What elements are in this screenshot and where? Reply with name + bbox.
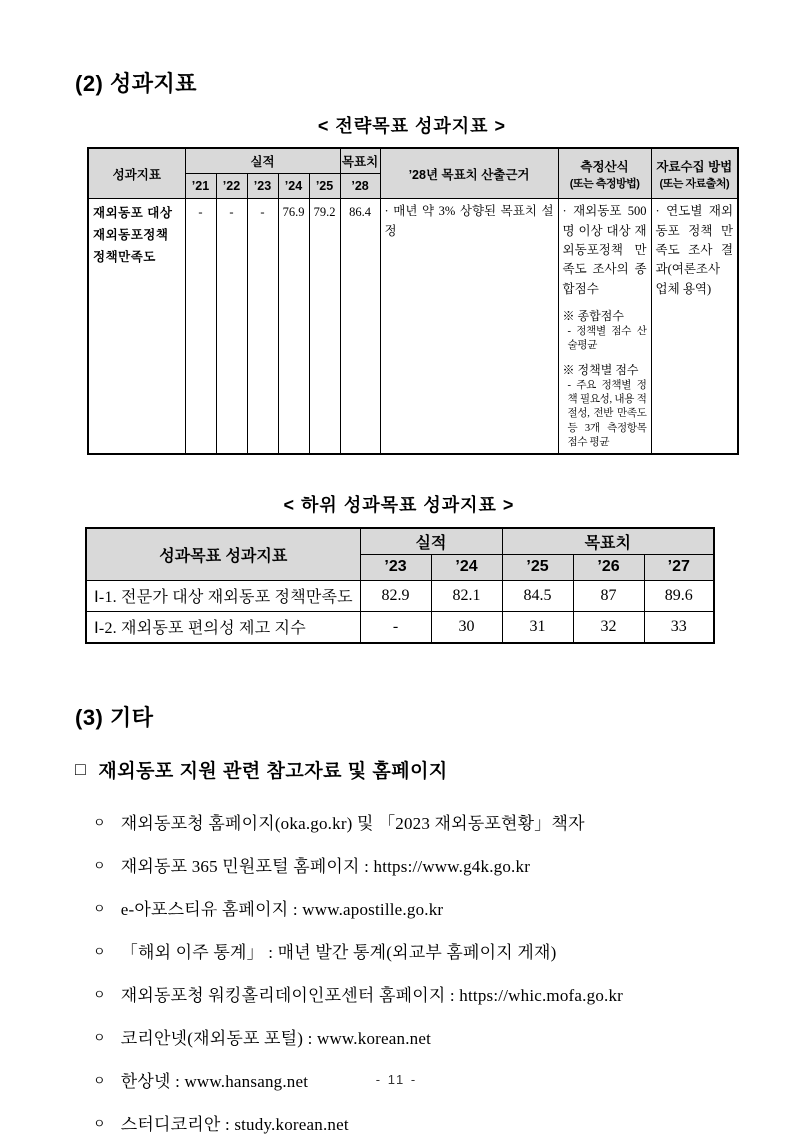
table1-header-year-23: ’23 — [247, 174, 278, 199]
table2-header-indicator: 성과목표 성과지표 — [86, 528, 360, 581]
section-2-title: (2) 성과지표 — [75, 71, 198, 96]
table2-row1-val-23: 82.9 — [360, 580, 431, 611]
formula-note-2 — [563, 362, 647, 450]
list-item — [93, 813, 737, 836]
list-bullet: ㅇ — [93, 857, 106, 873]
table2-row1-val-26: 87 — [573, 580, 644, 611]
indicator-line: 재외동포 대상 — [93, 206, 173, 221]
references-heading — [75, 756, 737, 783]
table2-row2-val-24: 30 — [431, 611, 502, 643]
table1-cell-source: · 연도별 재외동포 정책 만족도 조사 결과(여론조사 업체 용역) — [651, 199, 738, 454]
table1-cell-indicator — [88, 199, 185, 454]
table2-row1-val-25: 84.5 — [502, 580, 573, 611]
formula-note1-title: ※ 종합점수 — [562, 309, 624, 324]
list-bullet: ㅇ — [93, 986, 106, 1002]
table1-header-formula — [558, 148, 651, 199]
table1-cell-actual-25: 79.2 — [309, 199, 340, 454]
list-item-text: 재외동포 365 민원포털 홈페이지 : https://www.g4k.go.kr — [120, 856, 531, 876]
table1-header-row-1 — [88, 148, 738, 174]
table2-header-year-23: ’23 — [360, 554, 431, 580]
list-item — [93, 1114, 737, 1137]
table1-header-actual-group: 실적 — [185, 148, 340, 174]
table2-row2-val-27: 33 — [644, 611, 714, 643]
table2-row2-val-26: 32 — [573, 611, 644, 643]
table2-header-year-27: ’27 — [644, 554, 714, 580]
table1-caption: < 전략목표 성과지표 > — [317, 116, 507, 137]
formula-note-1 — [563, 308, 647, 353]
formula-note2-item: - 주요 정책별 정책 필요성, 내용 적절성, 전반 만족도 등 3개 측정항목 점수 평균 — [567, 380, 647, 448]
table1-data-row — [88, 199, 738, 454]
list-bullet: ㅇ — [93, 943, 106, 959]
indicator-line: 정책만족도 — [93, 250, 156, 265]
table1-header-year-22: ’22 — [216, 174, 247, 199]
table2-row1-val-27: 89.6 — [644, 580, 714, 611]
table1-header-target-group: 목표치 — [340, 148, 380, 174]
section-3-title: (3) 기타 — [75, 704, 154, 730]
table1-header-source-line1: 자료수집 방법 — [656, 159, 733, 174]
table2-caption: < 하위 성과목표 성과지표 > — [283, 494, 515, 515]
table1-cell-basis: · 매년 약 3% 상향된 목표치 설정 — [380, 199, 558, 454]
list-item-text: 스터디코리안 : study.korean.net — [120, 1114, 349, 1134]
table1-header-source — [651, 148, 738, 199]
list-bullet: ㅇ — [93, 815, 106, 831]
table1-cell-actual-23: - — [247, 199, 278, 454]
list-bullet: ㅇ — [93, 900, 106, 916]
table2-row1-val-24: 82.1 — [431, 580, 502, 611]
table1-header-year-25: ’25 — [309, 174, 340, 199]
list-item — [93, 942, 737, 965]
table1-cell-actual-21: - — [185, 199, 216, 454]
list-bullet: ㅇ — [93, 1072, 106, 1088]
table1-header-year-24: ’24 — [278, 174, 309, 199]
list-item-text: 코리안넷(재외동포 포털) : www.korean.net — [120, 1028, 432, 1048]
list-item — [93, 899, 737, 922]
formula-note2-title: ※ 정책별 점수 — [562, 363, 639, 378]
table1-header-year-28: ’28 — [340, 174, 380, 199]
references-list — [75, 813, 737, 1137]
list-bullet: ㅇ — [93, 1115, 106, 1131]
strategic-goal-table — [87, 147, 739, 455]
table1-cell-actual-22: - — [216, 199, 247, 454]
table-row — [86, 611, 714, 643]
indicator-line: 재외동포정책 — [93, 228, 169, 243]
table1-cell-actual-24: 76.9 — [278, 199, 309, 454]
table2-row2-val-25: 31 — [502, 611, 573, 643]
references-heading-text: 재외동포 지원 관련 참고자료 및 홈페이지 — [98, 761, 448, 783]
table2-header-row-1 — [86, 528, 714, 555]
table1-header-indicator: 성과지표 — [88, 148, 185, 199]
square-bullet-icon: □ — [75, 759, 87, 780]
table2-header-year-26: ’26 — [573, 554, 644, 580]
table1-header-basis: ’28년 목표치 산출근거 — [380, 148, 558, 199]
list-item-text: 재외동포청 워킹홀리데이인포센터 홈페이지 : https://whic.mofa.go.kr — [120, 985, 624, 1005]
table-row — [86, 580, 714, 611]
list-item — [93, 985, 737, 1008]
table1-header-formula-line1: 측정산식 — [580, 159, 629, 174]
table2-header-year-25: ’25 — [502, 554, 573, 580]
list-item-text: 「해외 이주 통계」 : 매년 발간 통계(외교부 홈페이지 게재) — [120, 942, 557, 962]
table1-header-formula-line2: (또는 측정방법) — [569, 177, 640, 190]
table1-cell-target-28: 86.4 — [340, 199, 380, 454]
table2-header-actual-group: 실적 — [360, 528, 502, 555]
table1-header-year-21: ’21 — [185, 174, 216, 199]
formula-main: · 재외동포 500명 이상 대상 재외동포정책 만족도 조사의 종합점수 — [562, 204, 647, 296]
table2-header-year-24: ’24 — [431, 554, 502, 580]
table2-row2-val-23: - — [360, 611, 431, 643]
list-item — [93, 856, 737, 879]
list-bullet: ㅇ — [93, 1029, 106, 1045]
table2-header-target-group: 목표치 — [502, 528, 714, 555]
table1-header-source-line2: (또는 자료출처) — [659, 177, 730, 190]
sub-goal-table — [85, 527, 715, 644]
table2-row2-label: Ⅰ-2. 재외동포 편의성 제고 지수 — [86, 611, 360, 643]
table2-row1-label: Ⅰ-1. 전문가 대상 재외동포 정책만족도 — [86, 580, 360, 611]
list-item-text: 재외동포청 홈페이지(oka.go.kr) 및 「2023 재외동포현황」책자 — [120, 814, 585, 834]
formula-note1-item: - 정책별 점수 산술평균 — [567, 325, 647, 352]
list-item — [93, 1028, 737, 1051]
page-number: - 11 - — [375, 1072, 418, 1087]
table1-cell-formula — [558, 199, 651, 454]
list-item-text: e-아포스티유 홈페이지 : www.apostille.go.kr — [120, 899, 444, 919]
list-item-text: 한상넷 : www.hansang.net — [120, 1071, 309, 1091]
